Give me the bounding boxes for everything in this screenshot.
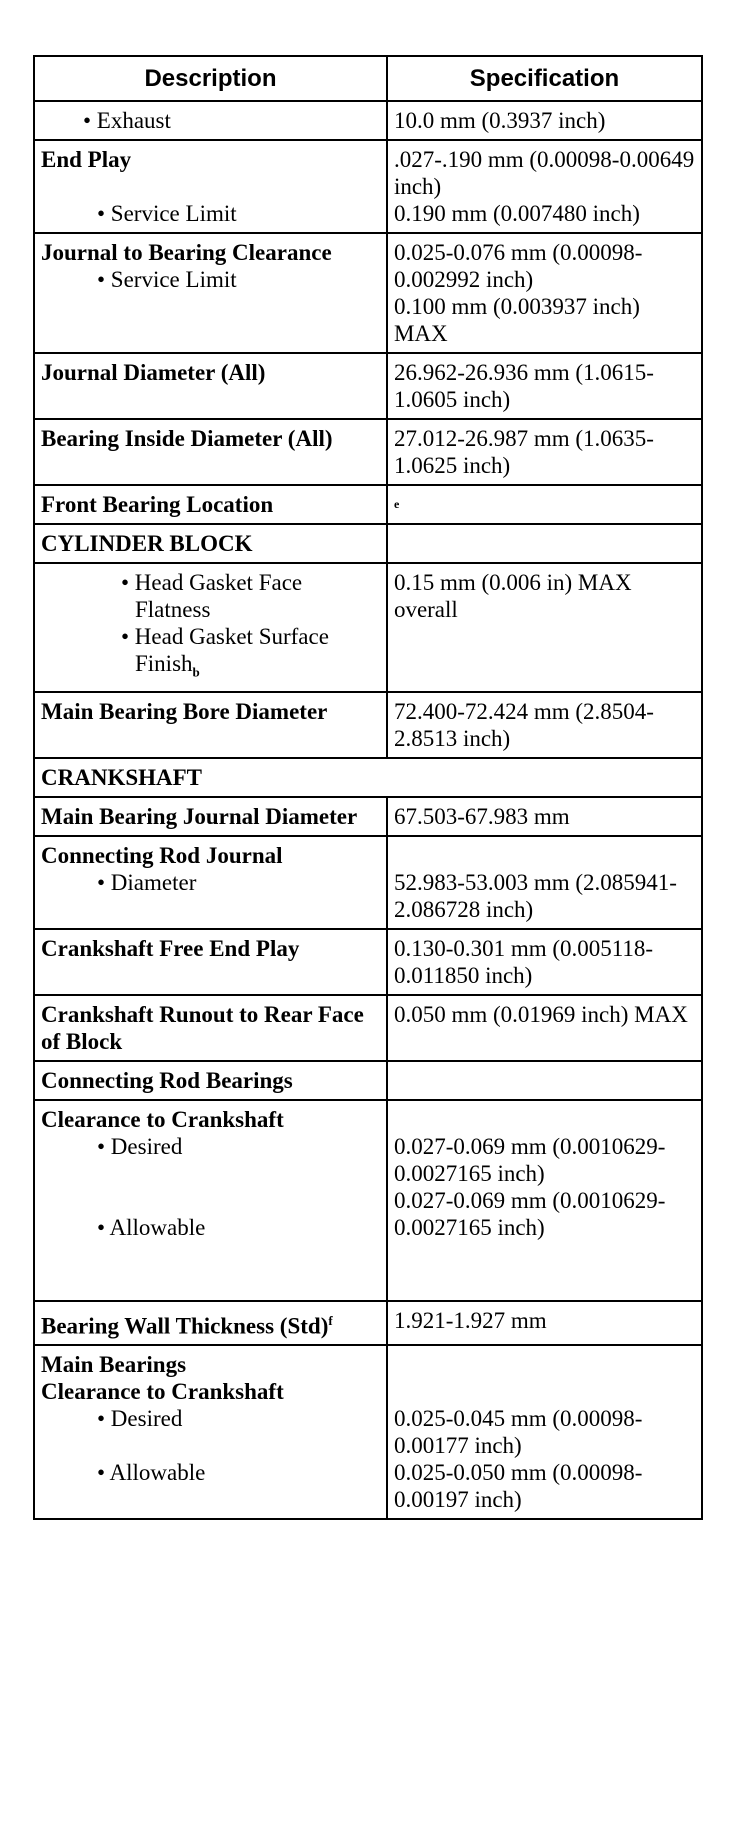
row-label: Main Bearings: [41, 1352, 187, 1378]
row-label: Clearance to Crankshaft: [41, 1379, 284, 1405]
specification-cell: [387, 233, 702, 353]
specification-cell: 67.503-67.983 mm: [387, 797, 702, 836]
description-cell: [34, 1100, 387, 1301]
description-cell: Front Bearing Location: [34, 485, 387, 524]
table-row: [34, 101, 702, 140]
specification-cell: [387, 1061, 702, 1100]
row-sub-label: • Desired: [97, 1406, 183, 1432]
description-cell: Crankshaft Runout to Rear Face of Block: [34, 995, 387, 1061]
row-sub-label: • Diameter: [97, 869, 197, 895]
description-cell: [34, 563, 387, 692]
specification-cell: 72.400-72.424 mm (2.8504-2.8513 inch): [387, 692, 702, 758]
table-header-row: [34, 56, 702, 101]
table-row: [34, 797, 702, 836]
row-sub-value: 0.027-0.069 mm (0.0010629-0.0027165 inch): [393, 1187, 666, 1240]
description-cell: [34, 1345, 387, 1519]
table-row: [34, 692, 702, 758]
table-row: [34, 485, 702, 524]
specification-cell: [387, 140, 702, 233]
row-sub-label: • Head Gasket Surface Finish$_b$: [121, 624, 329, 680]
description-cell: Crankshaft Free End Play: [34, 929, 387, 995]
table-row: [34, 419, 702, 485]
description-cell: [34, 140, 387, 233]
table-row: [34, 1061, 702, 1100]
section-row: [34, 524, 702, 563]
table-row: [34, 836, 702, 929]
specification-table: [33, 55, 703, 1520]
row-value: 0.025-0.076 mm (0.00098-0.002992 inch): [393, 240, 643, 292]
row-sub-label: • Desired: [97, 1133, 183, 1159]
specification-cell: 0.050 mm (0.01969 inch) MAX: [387, 995, 702, 1061]
table-row: [34, 1301, 702, 1346]
specification-cell: [387, 524, 702, 563]
row-label: Journal to Bearing Clearance: [41, 240, 332, 265]
row-label: Clearance to Crankshaft: [41, 1106, 284, 1132]
table-row: [34, 1100, 702, 1301]
row-sub-label: • Allowable: [97, 1460, 206, 1486]
description-cell: [34, 233, 387, 353]
specification-cell: 27.012-26.987 mm (1.0635-1.0625 inch): [387, 419, 702, 485]
row-label: End Play: [41, 147, 132, 172]
table-row: [34, 563, 702, 692]
specification-cell: 26.962-26.936 mm (1.0615-1.0605 inch): [387, 353, 702, 419]
description-header: Description: [34, 56, 387, 101]
table-row: [34, 140, 702, 233]
table-row: [34, 929, 702, 995]
row-sub-value: 0.027-0.069 mm (0.0010629-0.0027165 inch): [393, 1133, 666, 1186]
row-sub-value: 52.983-53.003 mm (2.085941-2.086728 inch): [393, 869, 677, 922]
description-cell: Bearing Inside Diameter (All): [34, 419, 387, 485]
section-heading: CRANKSHAFT: [34, 758, 702, 797]
specification-cell: 0.130-0.301 mm (0.005118-0.011850 inch): [387, 929, 702, 995]
table-row: [34, 233, 702, 353]
row-sub-value: 0.025-0.045 mm (0.00098-0.00177 inch): [393, 1406, 643, 1459]
description-cell: Connecting Rod Bearings: [34, 1061, 387, 1100]
row-label: • Head Gasket Face Flatness: [121, 570, 303, 622]
specification-cell: [387, 1345, 702, 1519]
specification-cell: [387, 1100, 702, 1301]
row-sub-value: 0.190 mm (0.007480 inch): [393, 201, 640, 226]
description-cell: Main Bearing Journal Diameter: [34, 797, 387, 836]
description-cell: [34, 836, 387, 929]
specification-cell: 0.15 mm (0.006 in) MAX overall: [387, 563, 702, 692]
description-cell: Journal Diameter (All): [34, 353, 387, 419]
specification-cell: 1.921-1.927 mm: [387, 1301, 702, 1346]
row-sub-value: 0.025-0.050 mm (0.00098-0.00197 inch): [393, 1460, 643, 1513]
specification-cell: [387, 836, 702, 929]
row-sub-label: • Allowable: [97, 1214, 206, 1240]
row-sub-label: • Service Limit: [97, 267, 237, 292]
table-row: [34, 353, 702, 419]
section-row: [34, 758, 702, 797]
table-row: [34, 995, 702, 1061]
row-sub-value: 0.100 mm (0.003937 inch) MAX: [393, 294, 640, 346]
specification-cell: 10.0 mm (0.3937 inch): [387, 101, 702, 140]
footnote-marker: b: [192, 664, 200, 680]
row-label: Connecting Rod Journal: [41, 842, 283, 868]
specification-cell: e: [387, 485, 702, 524]
table-row: [34, 1345, 702, 1519]
row-value: .027-.190 mm (0.00098-0.00649 inch): [393, 147, 695, 199]
description-cell: Main Bearing Bore Diameter: [34, 692, 387, 758]
footnote-marker: f: [328, 1312, 333, 1328]
specification-header: Specification: [387, 56, 702, 101]
row-label: • Exhaust: [83, 108, 171, 133]
section-heading: CYLINDER BLOCK: [34, 524, 387, 563]
description-cell: Bearing Wall Thickness (Std)$^f$: [34, 1301, 387, 1346]
description-cell: [34, 101, 387, 140]
row-sub-label: • Service Limit: [97, 201, 237, 226]
